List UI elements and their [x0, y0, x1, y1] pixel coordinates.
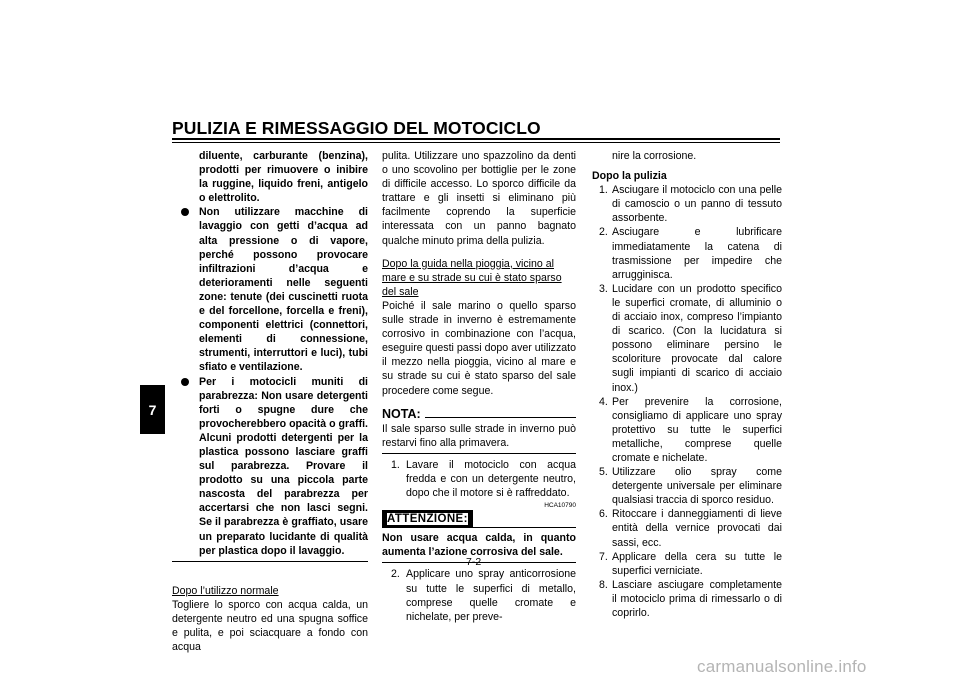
attention-heading: [382, 510, 576, 528]
step-text: Per prevenire la corrosione, consigliamo di applicare uno spray protettivo su tutte le superfici metalliche, comprese quelle cromate e nichelate.: [612, 395, 782, 464]
step-text: Lucidare con un prodotto specifico le superfici cromate, di alluminio o di acciaio inox, compreso l’impianto di scarico. (Con la lucidatura si possono eliminare persino le scoloriture provocate dal calore sugli impianti di scarico di acciaio inox.): [612, 282, 782, 394]
step-item: [592, 550, 782, 578]
attention-text: Non usare acqua calda, in quanto aumenta l’azione corrosiva del sale.: [382, 532, 576, 559]
step-number: 6.: [599, 508, 608, 521]
warning-bullet: [172, 375, 368, 558]
step-item: [592, 507, 782, 549]
step-item: [592, 225, 782, 281]
reference-code: HCA10790: [544, 502, 576, 510]
subheading-after-cleaning: Dopo la pulizia: [592, 170, 667, 183]
step-text: Asciugare e lubrificare immediatamente la catena di trasmissione per impedire che arrugginisca.: [612, 226, 782, 281]
warning-block: [172, 149, 368, 562]
step-item: [592, 282, 782, 395]
continuation-text: nire la corrosione.: [612, 150, 697, 162]
page-number: 7-2: [466, 556, 482, 568]
column-2: [382, 149, 576, 624]
note-rule: [425, 417, 576, 418]
attention-rule: [473, 527, 576, 528]
cleaning-steps-list: [592, 183, 782, 620]
warning-continuation: diluente, carburante (benzina), prodotti per rimuovere o inibire la ruggine, liquido freni, antigelo o elettrolito.: [199, 150, 368, 205]
step-item: [592, 183, 782, 225]
step-number: 2.: [391, 568, 400, 581]
step-number: 7.: [599, 550, 608, 563]
note-text: Il sale sparso sulle strade in inverno può restarvi fino alla primavera.: [382, 422, 576, 449]
column-1: [172, 149, 368, 654]
note-label: NOTA:: [382, 406, 421, 421]
bullet-text: Per i motocicli muniti di parabrezza: Non usare detergenti forti o spugne dure che provocherebbero opacità o graffi. Alcuni prodotti detergenti per la plastica possono lasciare graffi sul parabrezza. Provare il prodotto su una piccola parte nascosta del parabrezza per accertarsi che non lasci segni. Se il parabrezza è graffiato, usare un preparato lucidante di qualità per plastica dopo il lavaggio.: [199, 375, 368, 557]
step-number: 3.: [599, 282, 608, 295]
watermark: carmanualsonline.info: [697, 657, 867, 676]
step-item: [592, 578, 782, 620]
paragraph: pulita. Utilizzare uno spazzolino da denti o uno scovolino per bottiglie per le zone di difficile accesso. Lo sporco difficile da trattare e gli insetti si eliminano più facilmente coprendo la superficie interessata con un panno bagnato qualche minuto prima della pulizia.: [382, 150, 576, 247]
warning-bullet: [172, 205, 368, 374]
step-text: Asciugare il motociclo con una pelle di camoscio o un panno di tessuto assorbente.: [612, 184, 782, 225]
step-item: [592, 395, 782, 465]
step-number: 1.: [599, 184, 608, 197]
bullet-text: Non utilizzare macchine di lavaggio con getti d’acqua ad alta pressione o di vapore, perché possono provocare infiltrazioni d’acqua e deterioramenti nelle seguenti zone: tenute (dei cuscinetti ruota e del forcellone, forcella e freni), componenti elettrici (connettori, elementi di connessione, strumenti, interruttori e luci), tubi sfiato e ventilazione.: [199, 206, 368, 374]
step-text: Applicare della cera su tutte le superfici verniciate.: [612, 550, 782, 577]
title-rule-thin: [172, 142, 780, 143]
bullet-icon: [181, 208, 189, 216]
step-text: Utilizzare olio spray come detergente universale per eliminare qualsiasi traccia di sporco residuo.: [612, 466, 782, 507]
step-number: 2.: [599, 226, 608, 239]
paragraph: Togliere lo sporco con acqua calda, un detergente neutro ed una spugna soffice e pulita, e poi sciacquare a fondo con acqua: [172, 598, 368, 654]
step-item: [382, 567, 576, 623]
note-end-rule: [382, 453, 576, 454]
step-number: 1.: [391, 458, 400, 471]
step-text: Applicare uno spray anticorrosione su tutte le superfici di metallo, comprese quelle cromate e nichelate, per preve-: [406, 568, 576, 623]
step-text: Lasciare asciugare completamente il motociclo prima di rimessarlo o di coprirlo.: [612, 578, 782, 619]
column-3: [592, 149, 782, 620]
title-rule: [172, 138, 780, 140]
attention-label: ATTENZIONE:: [382, 510, 473, 528]
note-heading: [382, 407, 576, 421]
chapter-tab: 7: [140, 385, 165, 434]
step-text: Lavare il motociclo con acqua fredda e con un detergente neutro, dopo che il motore si è raffreddato.: [406, 458, 576, 500]
step-number: 4.: [599, 395, 608, 408]
step-item: [382, 458, 576, 500]
paragraph: Poiché il sale marino o quello sparso sulle strade in inverno è estremamente corrosivo in combinazione con l’acqua, eseguire questi passi dopo aver utilizzato il mezzo nella pioggia, vicino al mare e su strade su cui è stato sparso del sale procedere come segue.: [382, 299, 576, 397]
step-number: 5.: [599, 466, 608, 479]
step-item: [592, 465, 782, 507]
page-title: PULIZIA E RIMESSAGGIO DEL MOTOCICLO: [172, 118, 541, 138]
step-number: 8.: [599, 578, 608, 591]
bullet-icon: [181, 378, 189, 386]
subheading-normal-use: Dopo l’utilizzo normale: [172, 584, 279, 597]
subheading-rain-sea-salt: Dopo la guida nella pioggia, vicino al mare e su strade su cui è stato sparso del sale: [382, 257, 562, 298]
step-text: Ritoccare i danneggiamenti di lieve entità della vernice provocati dai sassi, ecc.: [612, 508, 782, 549]
